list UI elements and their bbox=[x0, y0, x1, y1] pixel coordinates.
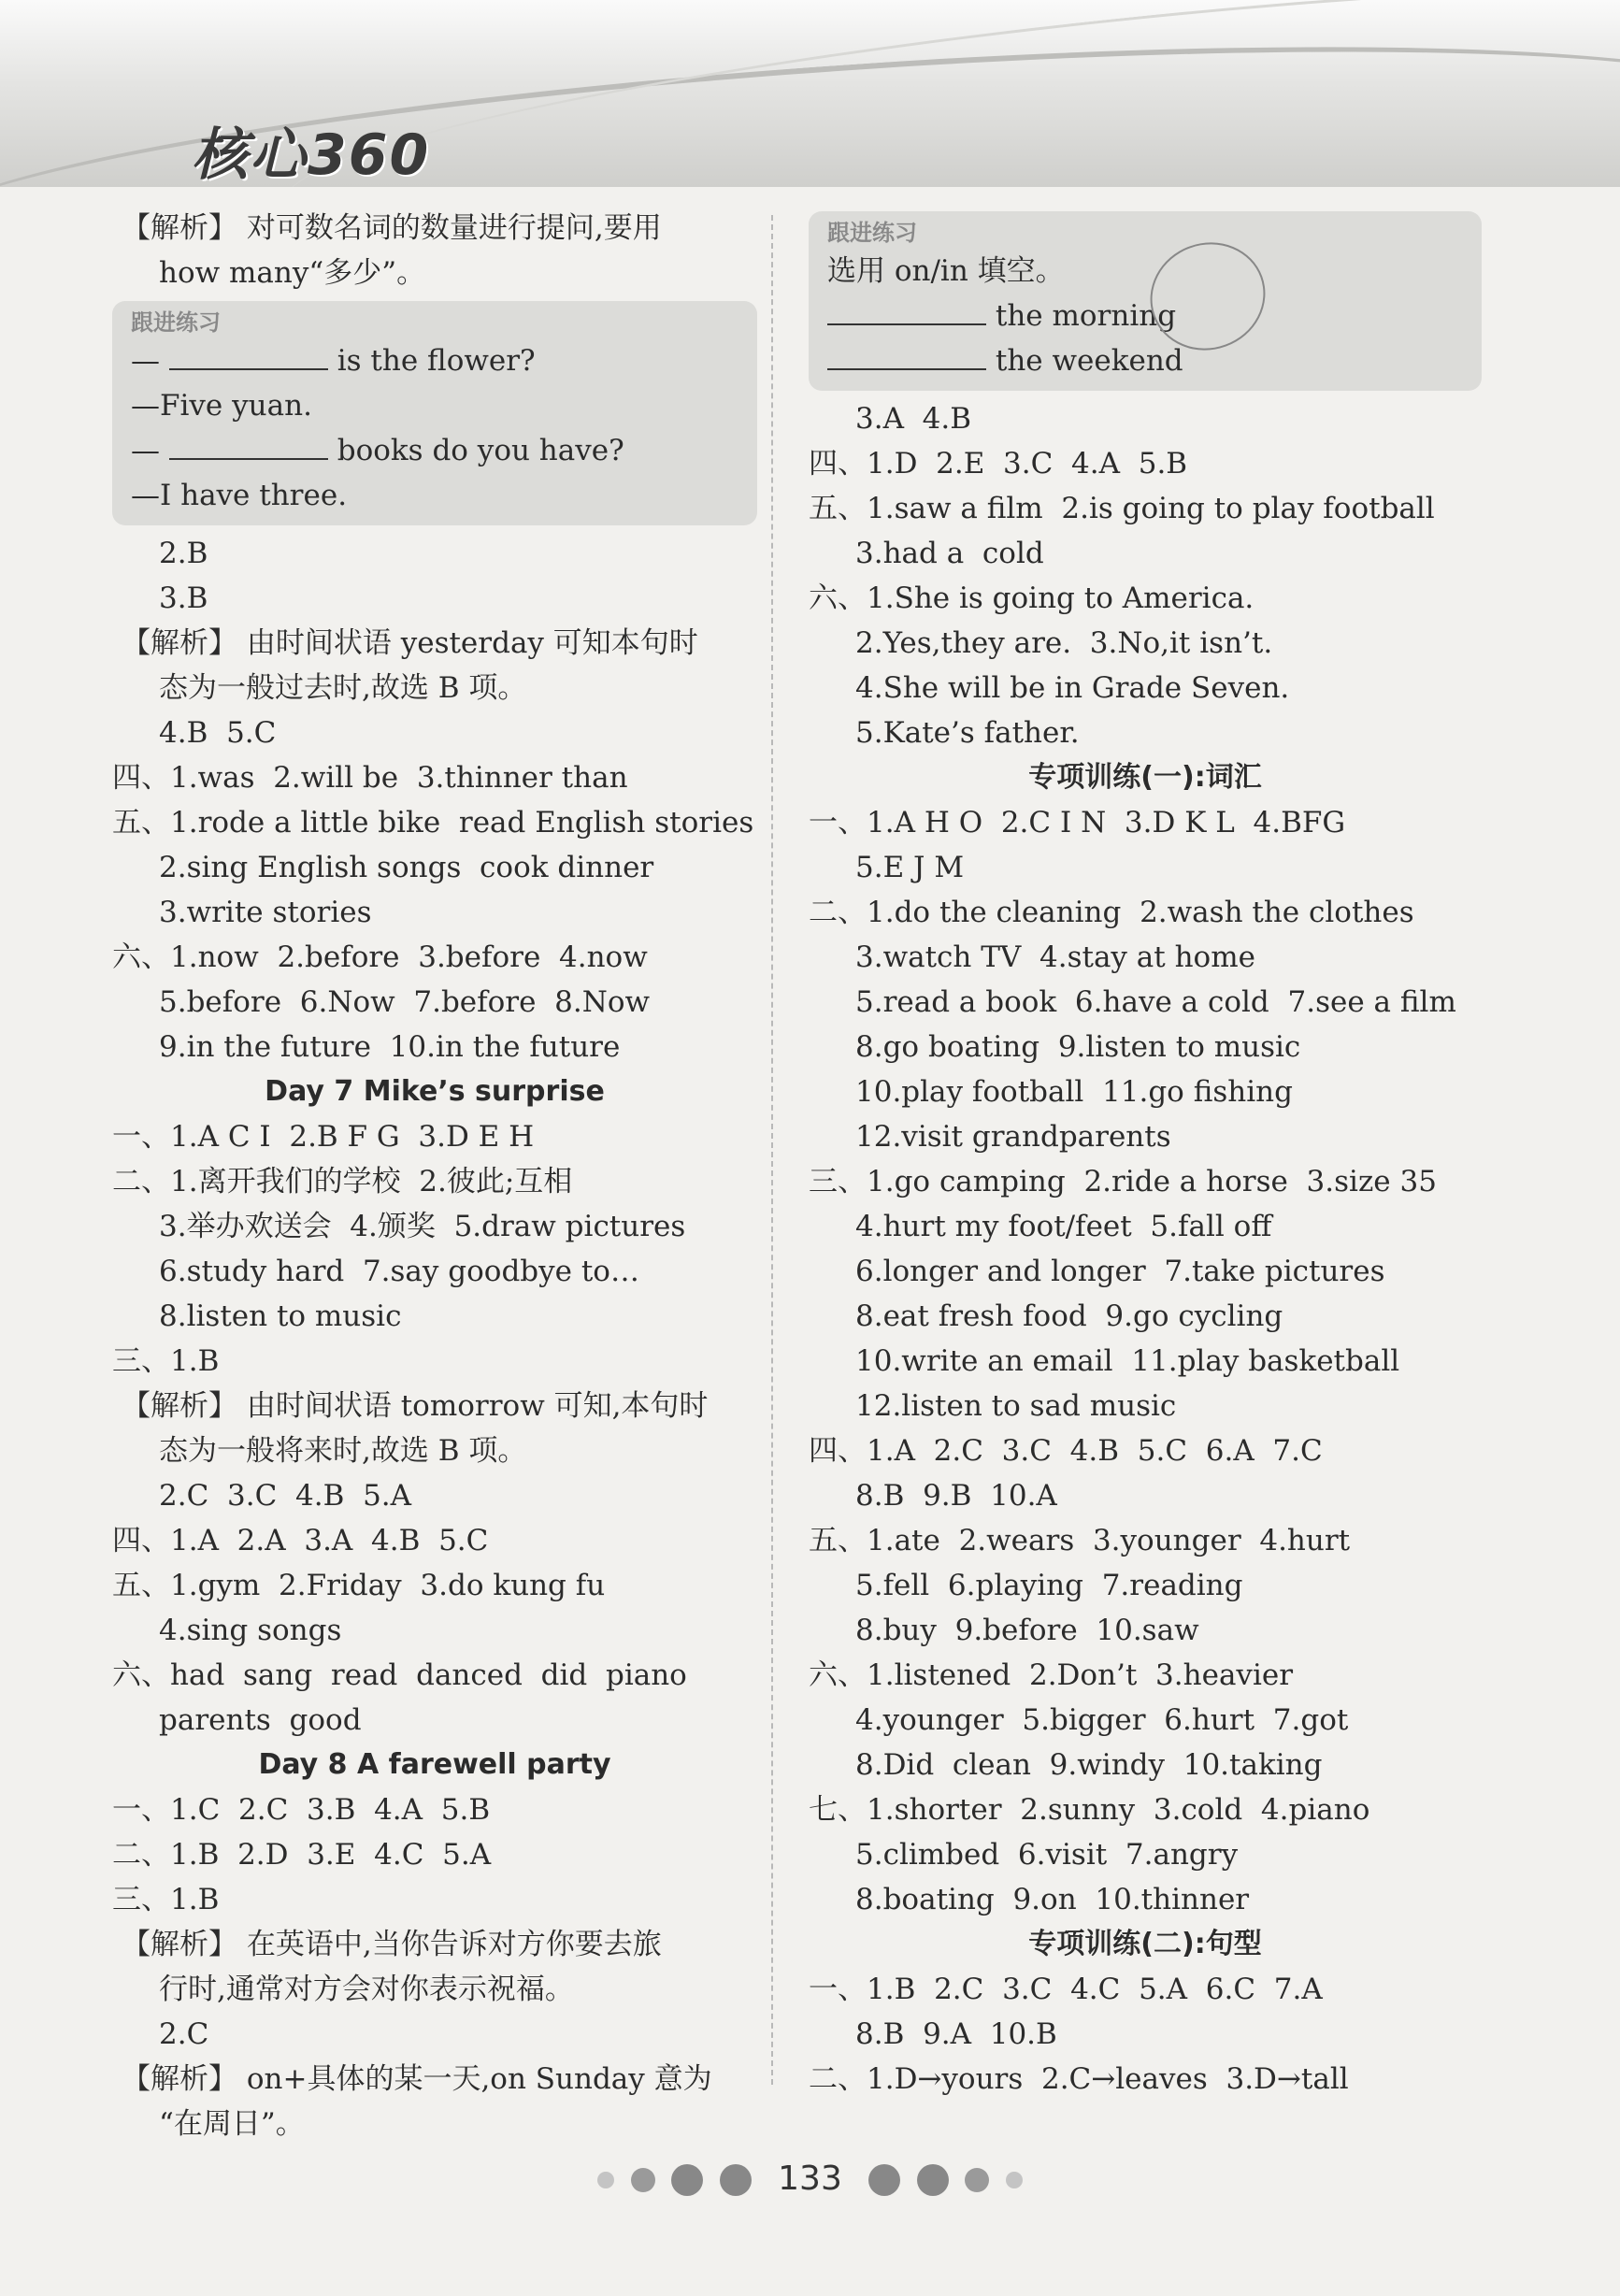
answer-line: 3.watch TV 4.stay at home bbox=[855, 940, 1255, 974]
answer-line: 四、1.D 2.E 3.C 4.A 5.B bbox=[809, 447, 1188, 481]
answer-line: 3.B bbox=[159, 581, 208, 615]
analysis-text: 【解析】 在英语中,当你告诉对方你要去旅 bbox=[122, 1928, 662, 1961]
answer-line: how many“多少”。 bbox=[159, 256, 426, 290]
header-banner bbox=[0, 0, 1620, 187]
practice-box bbox=[809, 211, 1482, 391]
answer-line: 一、1.C 2.C 3.B 4.A 5.B bbox=[112, 1793, 491, 1827]
answer-line: 5.read a book 6.have a cold 7.see a film bbox=[855, 985, 1456, 1019]
answer-line: 六、1.listened 2.Don’t 3.heavier bbox=[809, 1658, 1294, 1692]
answer-line: 10.play football 11.go fishing bbox=[855, 1075, 1293, 1109]
decor-dot bbox=[671, 2164, 703, 2196]
page-number: 133 bbox=[778, 2160, 842, 2198]
answer-line: 3.write stories bbox=[159, 896, 372, 929]
answer-line: 四、1.A 2.C 3.C 4.B 5.C 6.A 7.C bbox=[809, 1434, 1323, 1468]
answer-line: 8.Did clean 9.windy 10.taking bbox=[855, 1748, 1323, 1782]
section-heading: 专项训练(一):词汇 bbox=[1028, 761, 1262, 794]
fill-blank bbox=[169, 432, 328, 460]
answer-line: 5.Kate’s father. bbox=[855, 716, 1080, 750]
practice-line: —Five yuan. bbox=[131, 389, 312, 423]
answer-line: 二、1.do the cleaning 2.wash the clothes bbox=[809, 896, 1414, 929]
analysis-text: 【解析】 由时间状语 yesterday 可知本句时 bbox=[122, 626, 698, 660]
answer-line: 3.had a cold bbox=[855, 537, 1044, 570]
fill-blank bbox=[827, 297, 986, 325]
answer-line: 六、1.now 2.before 3.before 4.now bbox=[112, 940, 648, 974]
answer-line: 4.younger 5.bigger 6.hurt 7.got bbox=[855, 1703, 1349, 1737]
practice-box-heading: 跟进练习 bbox=[131, 309, 221, 336]
answer-line: 8.B 9.B 10.A bbox=[855, 1479, 1057, 1513]
answer-line: 8.eat fresh food 9.go cycling bbox=[855, 1299, 1283, 1333]
page-number-bar bbox=[0, 2160, 1620, 2198]
answer-line: 12.listen to sad music bbox=[855, 1389, 1177, 1423]
analysis-text: 【解析】 由时间状语 tomorrow 可知,本句时 bbox=[122, 1389, 709, 1423]
answer-line: 六、had sang read danced did piano bbox=[112, 1658, 687, 1692]
banner-swoosh-2 bbox=[275, 0, 1620, 187]
answer-line: parents good bbox=[159, 1703, 362, 1737]
answer-line: 4.B 5.C bbox=[159, 716, 277, 750]
answer-line: 三、1.go camping 2.ride a horse 3.size 35 bbox=[809, 1165, 1437, 1198]
column-divider bbox=[771, 215, 773, 2085]
answer-line: 五、1.rode a little bike read English stories bbox=[112, 806, 754, 839]
decor-dot bbox=[720, 2164, 752, 2196]
answer-line: 8.B 9.A 10.B bbox=[855, 2017, 1057, 2051]
answer-line: 3.A 4.B bbox=[855, 402, 972, 436]
analysis-text: 态为一般将来时,故选 B 项。 bbox=[159, 1434, 527, 1468]
decor-dot bbox=[917, 2164, 949, 2196]
answer-line: 3.举办欢送会 4.颁奖 5.draw pictures bbox=[159, 1210, 686, 1243]
answer-line: 2.C bbox=[159, 2017, 209, 2051]
answer-line: 4.hurt my foot/feet 5.fall off bbox=[855, 1210, 1272, 1243]
answer-line: 三、1.B bbox=[112, 1883, 220, 1916]
analysis-text: 行时,通常对方会对你表示祝福。 bbox=[159, 1973, 574, 2006]
answer-line: 9.in the future 10.in the future bbox=[159, 1030, 621, 1064]
analysis-text: “在周日”。 bbox=[159, 2107, 305, 2141]
answer-line: 一、1.A H O 2.C I N 3.D K L 4.BFG bbox=[809, 806, 1346, 839]
answer-line: 10.write an email 11.play basketball bbox=[855, 1344, 1400, 1378]
fill-blank bbox=[169, 342, 328, 370]
answer-line: 五、1.gym 2.Friday 3.do kung fu bbox=[112, 1569, 606, 1602]
answer-line: 5.E J M bbox=[855, 851, 965, 884]
practice-line: the weekend bbox=[827, 338, 1463, 383]
answer-line: 12.visit grandparents bbox=[855, 1120, 1171, 1154]
answer-line: 2.B bbox=[159, 537, 208, 570]
practice-box bbox=[112, 301, 757, 525]
decor-dot bbox=[868, 2164, 900, 2196]
answer-line: 8.boating 9.on 10.thinner bbox=[855, 1883, 1250, 1916]
decor-dot bbox=[1006, 2172, 1023, 2188]
section-heading: Day 8 A farewell party bbox=[258, 1748, 611, 1781]
decor-dot bbox=[631, 2168, 655, 2192]
answer-line: 二、1.B 2.D 3.E 4.C 5.A bbox=[112, 1838, 492, 1872]
answer-line: 5.before 6.Now 7.before 8.Now bbox=[159, 985, 651, 1019]
answer-line: 二、1.离开我们的学校 2.彼此;互相 bbox=[112, 1165, 573, 1198]
analysis-text: 态为一般过去时,故选 B 项。 bbox=[159, 671, 527, 705]
practice-box-heading: 跟进练习 bbox=[827, 220, 917, 246]
answer-line: 七、1.shorter 2.sunny 3.cold 4.piano bbox=[809, 1793, 1370, 1827]
left-column bbox=[112, 206, 757, 2146]
answer-line: 8.listen to music bbox=[159, 1299, 402, 1333]
answer-line: 2.Yes,they are. 3.No,it isn’t. bbox=[855, 626, 1273, 660]
practice-line: — books do you have? bbox=[131, 434, 624, 467]
practice-line: 选用 on/in 填空。 bbox=[827, 254, 1065, 288]
answer-line: 4.She will be in Grade Seven. bbox=[855, 671, 1290, 705]
answer-line: 8.buy 9.before 10.saw bbox=[855, 1614, 1199, 1647]
analysis-text: 【解析】 on+具体的某一天,on Sunday 意为 bbox=[122, 2062, 712, 2096]
practice-line: — is the flower? bbox=[131, 344, 536, 378]
answer-line: 一、1.A C I 2.B F G 3.D E H bbox=[112, 1120, 535, 1154]
book-logo: 核心360 bbox=[192, 122, 431, 187]
section-heading: Day 7 Mike’s surprise bbox=[265, 1075, 605, 1108]
practice-line: —I have three. bbox=[131, 479, 348, 512]
answer-line: 五、1.saw a film 2.is going to play football bbox=[809, 492, 1435, 525]
answer-line: 四、1.A 2.A 3.A 4.B 5.C bbox=[112, 1524, 489, 1557]
answer-line: 2.sing English songs cook dinner bbox=[159, 851, 654, 884]
answer-line: 4.sing songs bbox=[159, 1614, 342, 1647]
answer-line: 四、1.was 2.will be 3.thinner than bbox=[112, 761, 628, 795]
answer-line: 六、1.She is going to America. bbox=[809, 581, 1254, 615]
answer-line: 三、1.B bbox=[112, 1344, 220, 1378]
answer-line: 一、1.B 2.C 3.C 4.C 5.A 6.C 7.A bbox=[809, 1973, 1323, 2006]
right-column bbox=[809, 206, 1482, 2102]
decor-dot bbox=[965, 2168, 989, 2192]
answer-line: 2.C 3.C 4.B 5.A bbox=[159, 1479, 412, 1513]
answer-line: 8.go boating 9.listen to music bbox=[855, 1030, 1301, 1064]
answer-line: 五、1.ate 2.wears 3.younger 4.hurt bbox=[809, 1524, 1351, 1557]
answer-line: 二、1.D→yours 2.C→leaves 3.D→tall bbox=[809, 2062, 1349, 2096]
practice-line: the morning bbox=[827, 294, 1463, 338]
answer-line: 5.fell 6.playing 7.reading bbox=[855, 1569, 1243, 1602]
answer-line: 6.study hard 7.say goodbye to… bbox=[159, 1255, 639, 1288]
section-heading: 专项训练(二):句型 bbox=[1028, 1928, 1262, 1960]
answer-line: 5.climbed 6.visit 7.angry bbox=[855, 1838, 1239, 1872]
fill-blank bbox=[827, 342, 986, 370]
decor-dot bbox=[597, 2172, 614, 2188]
answer-line: 6.longer and longer 7.take pictures bbox=[855, 1255, 1385, 1288]
analysis-text: 【解析】 对可数名词的数量进行提问,要用 bbox=[122, 211, 662, 245]
